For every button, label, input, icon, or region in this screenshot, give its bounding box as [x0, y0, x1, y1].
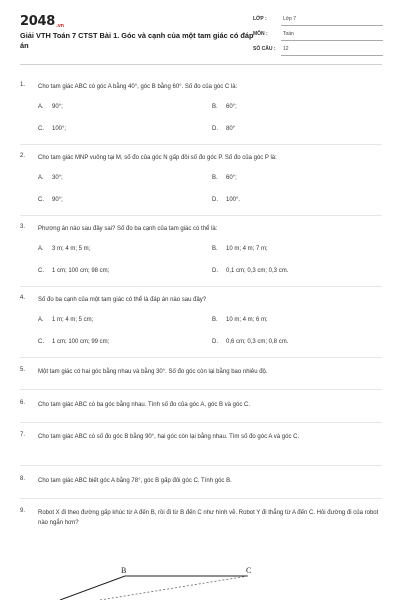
- question-number: 8.: [20, 476, 26, 482]
- label-c: C: [246, 566, 252, 575]
- meta-value: 12: [283, 46, 289, 52]
- question-number: 7.: [20, 432, 26, 438]
- segment-ac-dashed: [100, 576, 248, 600]
- page-header: [0, 0, 400, 62]
- option-b[interactable]: B. 60°;: [212, 104, 237, 110]
- question-number: 6.: [20, 400, 26, 406]
- meta-label: MÔN :: [253, 31, 268, 37]
- option-d[interactable]: D. 0,1 cm; 0,3 cm; 0,3 cm.: [212, 268, 289, 274]
- question-separator: [20, 465, 382, 466]
- option-d[interactable]: D. 80°: [212, 126, 236, 132]
- document-title: Giải VTH Toán 7 CTST Bài 1. Góc và cạnh của một tam giác có đáp án: [20, 31, 254, 50]
- question-text: Phương án nào sau đây sai? Số đo ba cạnh của tam giác có thể là:: [38, 226, 218, 232]
- meta-value: Lớp 7: [283, 16, 297, 22]
- question-text: Cho tam giác ABC có ba góc bằng nhau. Tính số đo của góc A, góc B và góc C.: [38, 402, 251, 408]
- option-c[interactable]: C. 1 cm; 100 cm; 99 cm;: [38, 339, 110, 345]
- question-text: Số đo ba cạnh của một tam giác có thể là đáp án nào sau đây?: [38, 297, 207, 303]
- option-b[interactable]: B. 10 m; 4 m; 6 m;: [212, 317, 268, 323]
- meta-label: SỐ CÂU :: [253, 46, 276, 52]
- meta-panel: [253, 14, 383, 59]
- question-text: Cho tam giác ABC biết góc A bằng 78°, góc B gấp đôi góc C. Tính góc B.: [38, 478, 232, 484]
- option-d[interactable]: D. 0,6 cm; 0,3 cm; 0,8 cm.: [212, 339, 289, 345]
- question-separator: [20, 498, 382, 499]
- option-a[interactable]: A. 30°;: [38, 175, 63, 181]
- question-text: Robot X đi theo đường gấp khúc từ A đến B, rồi đi từ B đến C như hình vẽ. Robot Y đi thẳng từ A đến C. Hỏi đường đi của robot nào ngắn hơn?: [38, 510, 379, 526]
- question-separator: [20, 389, 382, 390]
- meta-underline: [281, 55, 383, 56]
- meta-underline: [281, 40, 383, 41]
- question-separator: [20, 215, 382, 216]
- question-separator: [20, 422, 382, 423]
- meta-row-count: [253, 44, 383, 59]
- meta-row-subject: [253, 29, 383, 44]
- option-a[interactable]: A. 3 m; 4 m; 5 m;: [38, 246, 91, 252]
- question-number: 3.: [20, 224, 26, 230]
- question-text: Cho tam giác ABC có số đo góc B bằng 90°, hai góc còn lại bằng nhau. Tìm số đo góc A và góc C.: [38, 434, 300, 440]
- option-b[interactable]: B. 10 m; 4 m; 7 m;: [212, 246, 268, 252]
- option-a[interactable]: A. 1 m; 4 m; 5 cm;: [38, 317, 94, 323]
- option-c[interactable]: C. 100°;: [38, 126, 67, 132]
- question-number: 2.: [20, 153, 26, 159]
- question-number: 1.: [20, 82, 26, 88]
- meta-value: Toán: [283, 31, 294, 37]
- meta-row-grade: [253, 14, 383, 29]
- site-logo[interactable]: 2048.vn: [20, 14, 64, 29]
- question-text: Cho tam giác ABC có góc A bằng 40°, góc B bằng 60°. Số đo của góc C là:: [38, 84, 238, 90]
- meta-underline: [281, 25, 383, 26]
- question-text: Một tam giác có hai góc bằng nhau và bằng 30°. Số đo góc còn lại bằng bao nhiêu độ.: [38, 369, 268, 375]
- option-c[interactable]: C. 1 cm; 100 cm; 98 cm;: [38, 268, 110, 274]
- option-d[interactable]: D. 100°.: [212, 197, 241, 203]
- question-number: 4.: [20, 295, 26, 301]
- segment-ab: [60, 576, 125, 600]
- meta-label: LỚP :: [253, 16, 267, 22]
- option-a[interactable]: A. 90°;: [38, 104, 63, 110]
- robot-path-figure: [0, 555, 400, 600]
- label-b: B: [121, 566, 127, 575]
- question-number: 9.: [20, 508, 26, 514]
- question-text: Cho tam giác MNP vuông tại M, số đo của góc N gấp đôi số đo góc P. Số đo của góc P là:: [38, 155, 277, 161]
- question-separator: [20, 286, 382, 287]
- question-separator: [20, 144, 382, 145]
- logo-suffix: .vn: [55, 23, 64, 29]
- question-separator: [20, 357, 382, 358]
- option-c[interactable]: C. 90°;: [38, 197, 63, 203]
- header-divider: [20, 64, 382, 65]
- question-number: 5.: [20, 367, 26, 373]
- option-b[interactable]: B. 60°;: [212, 175, 237, 181]
